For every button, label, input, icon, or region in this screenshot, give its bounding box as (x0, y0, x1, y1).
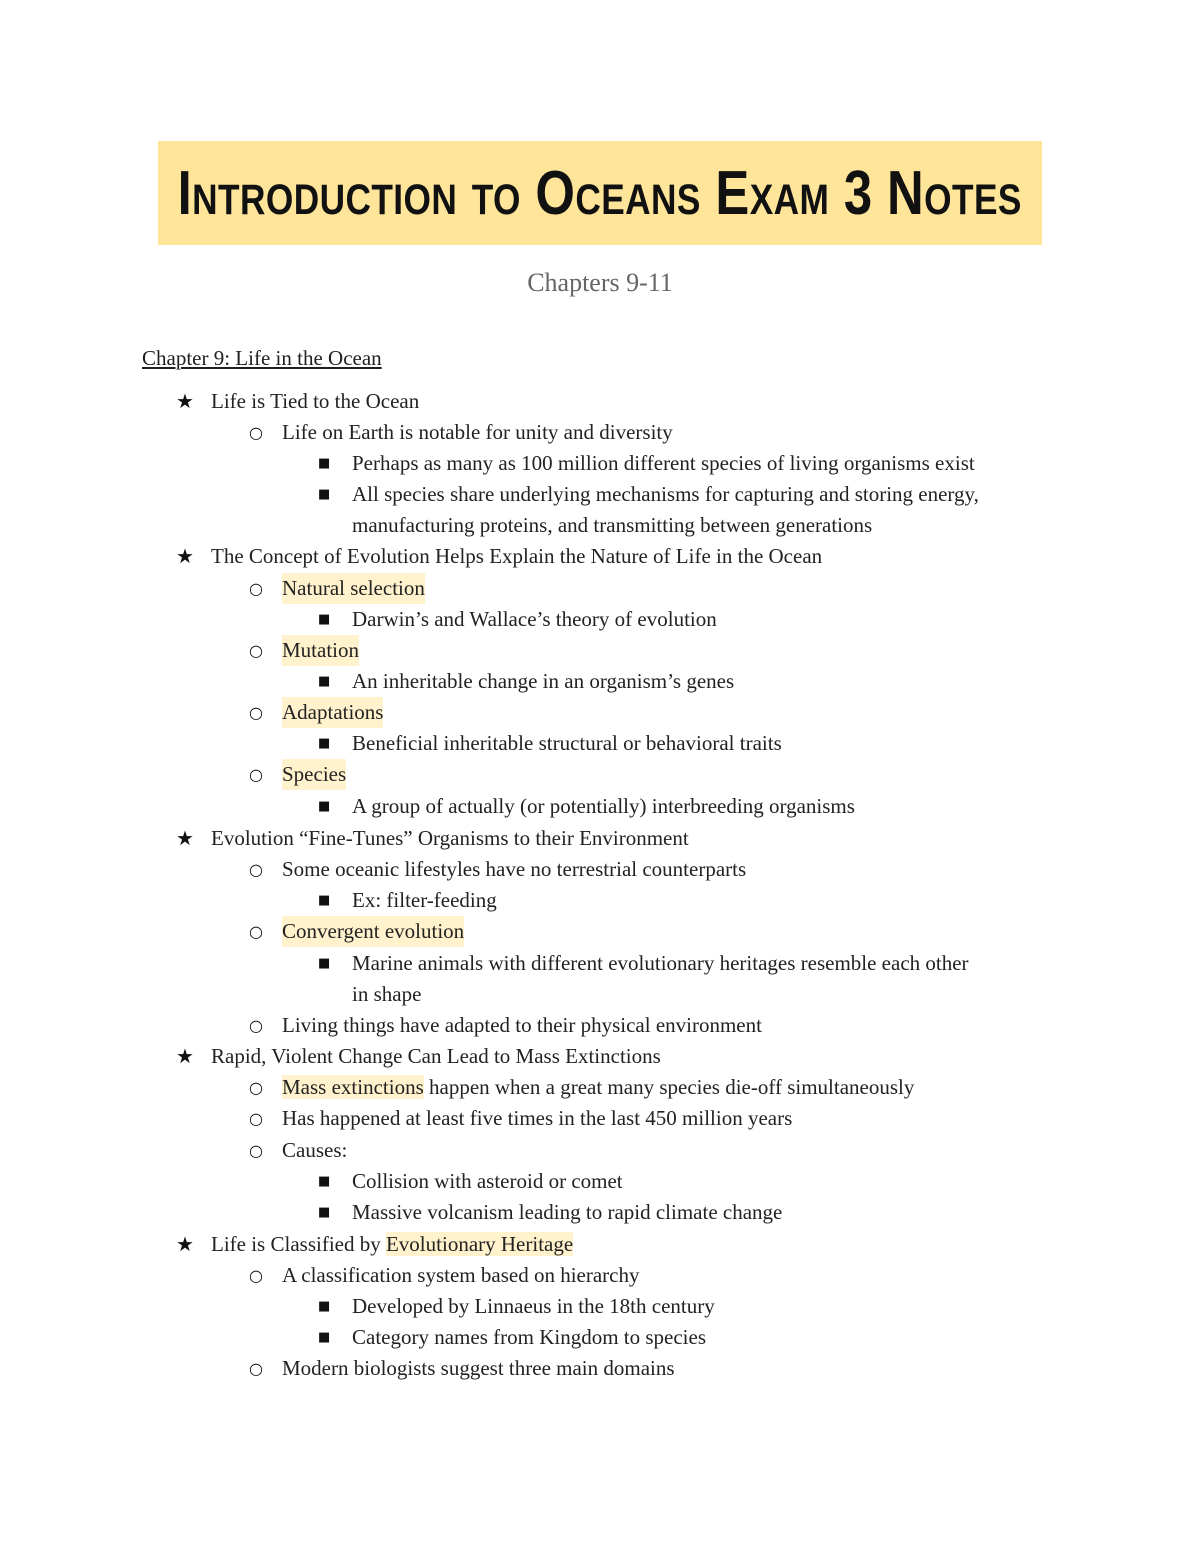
circle-bullet-icon: ○ (249, 1359, 263, 1378)
square-bullet-icon: ■ (318, 487, 331, 502)
highlighted-term: Convergent evolution (282, 916, 464, 947)
outline-subitem: Living things have adapted to their physical environment (282, 1013, 762, 1037)
highlighted-term: Adaptations (282, 697, 383, 728)
square-bullet-icon: ■ (318, 456, 331, 471)
star-bullet-icon: ★ (176, 1232, 194, 1256)
outline-detail: Perhaps as many as 100 million different species of living organisms exist (352, 451, 975, 475)
highlighted-term: Mass extinctions (282, 1075, 424, 1099)
page-title: Introduction to Oceans Exam 3 Notes (177, 158, 1023, 228)
chapter-heading: Chapter 9: Life in the Ocean (142, 346, 382, 370)
title-highlight (158, 141, 1042, 245)
outline-detail: Marine animals with different evolutionary heritages resemble each other (352, 951, 969, 975)
outline-item (211, 1229, 573, 1260)
square-bullet-icon: ■ (318, 893, 331, 908)
outline-subitem (282, 1072, 914, 1103)
circle-bullet-icon: ○ (249, 703, 263, 722)
square-bullet-icon: ■ (318, 1205, 331, 1220)
circle-bullet-icon: ○ (249, 922, 263, 941)
outline-subitem: A classification system based on hierarchy (282, 1263, 640, 1287)
circle-bullet-icon: ○ (249, 860, 263, 879)
square-bullet-icon: ■ (318, 612, 331, 627)
outline-item-text: Life is Classified by (211, 1232, 386, 1256)
outline-detail: All species share underlying mechanisms for capturing and storing energy, (352, 482, 979, 506)
outline-detail: Developed by Linnaeus in the 18th century (352, 1294, 715, 1318)
circle-bullet-icon: ○ (249, 1078, 263, 1097)
outline-detail: Massive volcanism leading to rapid climate change (352, 1200, 783, 1224)
square-bullet-icon: ■ (318, 1299, 331, 1314)
outline-detail-continued: manufacturing proteins, and transmitting between generations (352, 513, 873, 537)
outline-item: Life is Tied to the Ocean (211, 389, 420, 413)
outline-detail: Darwin’s and Wallace’s theory of evolution (352, 607, 717, 631)
circle-bullet-icon: ○ (249, 1109, 263, 1128)
highlighted-term: Evolutionary Heritage (385, 1232, 574, 1256)
circle-bullet-icon: ○ (249, 765, 263, 784)
outline-detail: A group of actually (or potentially) interbreeding organisms (352, 794, 855, 818)
star-bullet-icon: ★ (176, 389, 194, 413)
circle-bullet-icon: ○ (249, 1016, 263, 1035)
star-bullet-icon: ★ (176, 544, 194, 568)
outline-detail: Beneficial inheritable structural or behavioral traits (352, 731, 782, 755)
outline-item: Rapid, Violent Change Can Lead to Mass Extinctions (211, 1044, 661, 1068)
outline-subitem: Causes: (282, 1138, 348, 1162)
square-bullet-icon: ■ (318, 799, 331, 814)
outline-detail: Category names from Kingdom to species (352, 1325, 707, 1349)
outline-subitem: Some oceanic lifestyles have no terrestrial counterparts (282, 857, 747, 881)
square-bullet-icon: ■ (318, 736, 331, 751)
outline-detail: Collision with asteroid or comet (352, 1169, 623, 1193)
highlighted-term: Natural selection (282, 573, 425, 604)
outline-subitem: Has happened at least five times in the last 450 million years (282, 1106, 793, 1130)
circle-bullet-icon: ○ (249, 579, 263, 598)
square-bullet-icon: ■ (318, 1174, 331, 1189)
square-bullet-icon: ■ (318, 674, 331, 689)
highlighted-term: Species (282, 759, 346, 790)
outline-detail-continued: in shape (352, 982, 422, 1006)
outline-item: Evolution “Fine-Tunes” Organisms to their Environment (211, 826, 689, 850)
circle-bullet-icon: ○ (249, 641, 263, 660)
square-bullet-icon: ■ (318, 1330, 331, 1345)
star-bullet-icon: ★ (176, 826, 194, 850)
outline-item: The Concept of Evolution Helps Explain the Nature of Life in the Ocean (211, 544, 823, 568)
circle-bullet-icon: ○ (249, 1266, 263, 1285)
outline-subitem: Modern biologists suggest three main domains (282, 1356, 675, 1380)
circle-bullet-icon: ○ (249, 423, 263, 442)
outline-subitem-text: happen when a great many species die-off simultaneously (423, 1075, 915, 1099)
highlighted-term: Mutation (282, 635, 359, 666)
subtitle: Chapters 9-11 (527, 268, 673, 297)
outline-detail: An inheritable change in an organism’s genes (352, 669, 735, 693)
outline-subitem: Life on Earth is notable for unity and diversity (282, 420, 673, 444)
square-bullet-icon: ■ (318, 956, 331, 971)
outline-detail: Ex: filter-feeding (352, 888, 497, 912)
star-bullet-icon: ★ (176, 1044, 194, 1068)
circle-bullet-icon: ○ (249, 1141, 263, 1160)
